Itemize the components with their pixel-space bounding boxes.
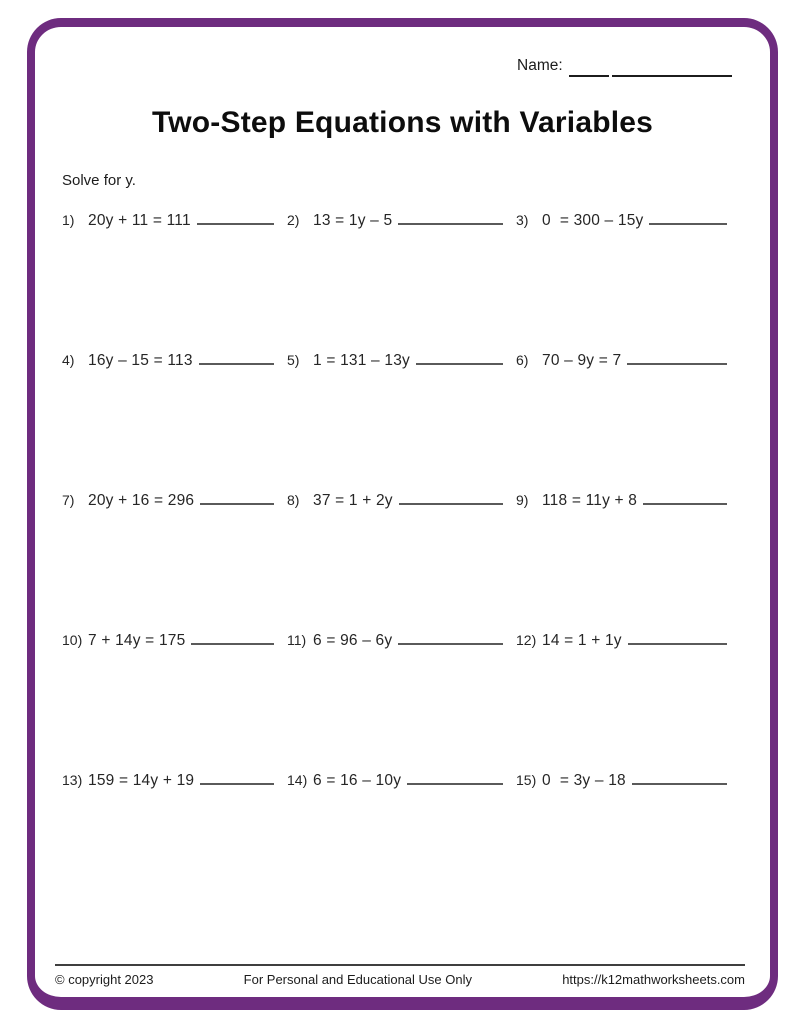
equation-text: 6 = 16 – 10y — [313, 772, 402, 789]
problem-number: 9) — [516, 492, 529, 508]
equation-text: 7 + 14y = 175 — [88, 632, 186, 649]
problem-number: 15) — [516, 772, 537, 788]
equation-text: 14 = 1 + 1y — [542, 632, 622, 649]
answer-blank — [399, 503, 503, 505]
name-field-row — [517, 57, 732, 77]
equation-text: 0 = 3y – 18 — [542, 772, 626, 789]
equation-text: 20y + 11 = 111 — [88, 212, 191, 229]
problem-number: 1) — [62, 212, 75, 228]
answer-blank — [627, 363, 727, 365]
answer-blank — [398, 643, 503, 645]
footer-copyright: © copyright 2023 — [55, 972, 154, 987]
answer-blank — [200, 503, 274, 505]
equation-text: 20y + 16 = 296 — [88, 492, 195, 509]
equation-text: 13 = 1y – 5 — [313, 212, 393, 229]
problem-item — [62, 772, 274, 790]
instruction-text: Solve for y. — [62, 172, 136, 189]
equation-text: 0 = 300 – 15y — [542, 212, 644, 229]
equation-text: 159 = 14y + 19 — [88, 772, 195, 789]
answer-blank — [191, 643, 274, 645]
problem-number: 4) — [62, 352, 75, 368]
page-title: Two-Step Equations with Variables — [151, 106, 654, 139]
answer-blank — [200, 783, 274, 785]
problem-item — [516, 492, 727, 510]
problem-item — [287, 352, 503, 370]
footer — [55, 972, 745, 987]
name-blank-line — [569, 58, 609, 77]
problem-item — [62, 352, 274, 370]
equation-text: 1 = 131 – 13y — [313, 352, 410, 369]
answer-blank — [197, 223, 274, 225]
problems-grid — [62, 212, 727, 912]
problem-item — [516, 772, 727, 790]
problem-item — [287, 492, 503, 510]
problem-item — [287, 772, 503, 790]
answer-blank — [632, 783, 727, 785]
problem-number: 2) — [287, 212, 300, 228]
answer-blank — [199, 363, 274, 365]
name-label: Name: — [517, 57, 563, 74]
answer-blank — [416, 363, 503, 365]
footer-url: https://k12mathworksheets.com — [562, 972, 745, 987]
answer-blank — [649, 223, 727, 225]
problem-item — [287, 212, 503, 230]
equation-text: 37 = 1 + 2y — [313, 492, 393, 509]
answer-blank — [643, 503, 727, 505]
problem-number: 5) — [287, 352, 300, 368]
footer-divider — [55, 964, 745, 966]
name-blank-line — [612, 58, 732, 77]
problem-item — [516, 632, 727, 650]
problem-number: 11) — [287, 632, 307, 648]
problem-number: 7) — [62, 492, 75, 508]
problem-item — [516, 352, 727, 370]
answer-blank — [407, 783, 503, 785]
equation-text: 16y – 15 = 113 — [88, 352, 193, 369]
problem-number: 3) — [516, 212, 529, 228]
equation-text: 6 = 96 – 6y — [313, 632, 393, 649]
problem-number: 6) — [516, 352, 529, 368]
problem-number: 13) — [62, 772, 83, 788]
problem-item — [516, 212, 727, 230]
equation-text: 118 = 11y + 8 — [542, 492, 638, 509]
problem-number: 14) — [287, 772, 308, 788]
problem-item — [287, 632, 503, 650]
problem-number: 8) — [287, 492, 300, 508]
footer-usage-text: For Personal and Educational Use Only — [243, 972, 473, 987]
problem-item — [62, 492, 274, 510]
answer-blank — [398, 223, 503, 225]
answer-blank — [628, 643, 727, 645]
problem-item — [62, 212, 274, 230]
problem-number: 10) — [62, 632, 83, 648]
problem-item — [62, 632, 274, 650]
problem-number: 12) — [516, 632, 537, 648]
equation-text: 70 – 9y = 7 — [542, 352, 622, 369]
